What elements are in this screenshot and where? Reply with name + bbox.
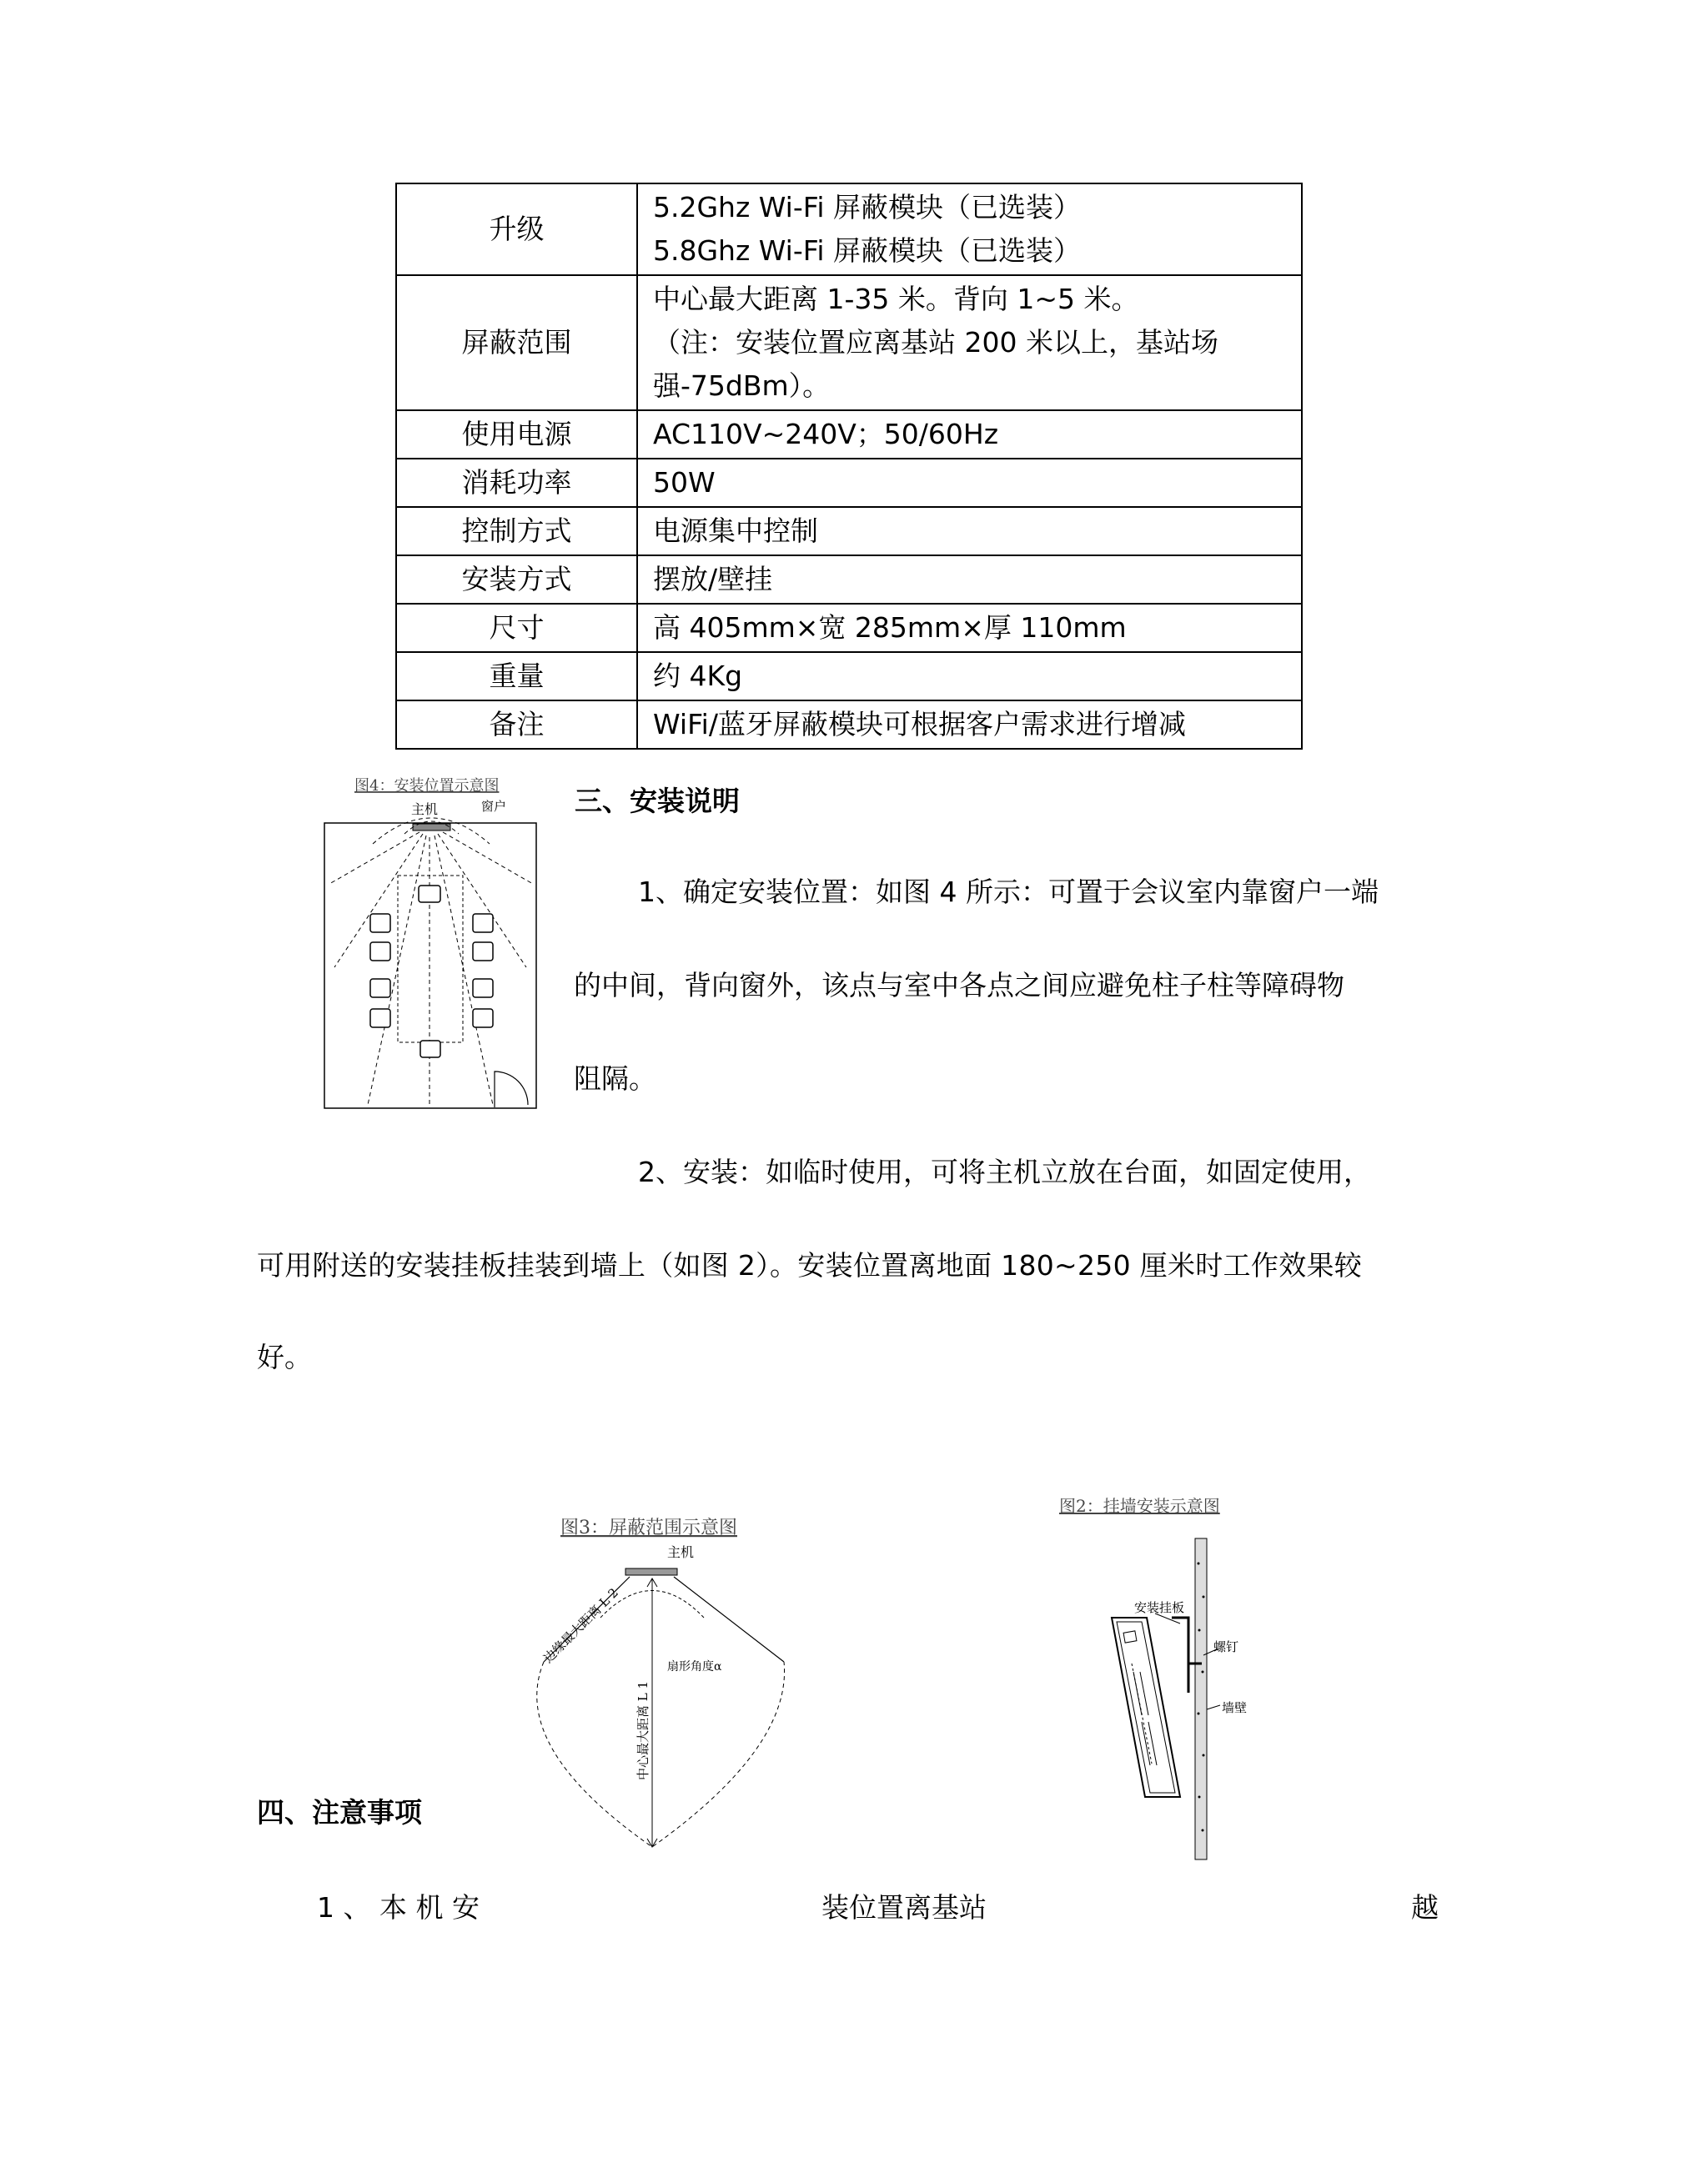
spec-value	[637, 652, 1302, 700]
section3-heading: 三、安装说明	[575, 785, 740, 817]
spec-value	[637, 183, 1302, 275]
spec-row	[396, 275, 1302, 410]
spec-label: 重量	[396, 652, 637, 700]
figure-shield-range	[509, 1513, 805, 1855]
spec-value-line: WiFi/蓝牙屏蔽模块可根据客户需求进行增减	[653, 708, 1186, 740]
fig4-window-label: 窗户	[481, 799, 507, 814]
section3-p2-line2: 可用附送的安装挂板挂装到墙上（如图 2）。安装位置离地面 180~250 厘米时工作效果较	[257, 1249, 1363, 1282]
section4-line1-part3: 越	[1411, 1891, 1439, 1924]
section4-heading: 四、注意事项	[257, 1796, 422, 1829]
fig3-caption: 图3：屏蔽范围示意图	[560, 1518, 737, 1538]
section3-p2-line3: 好。	[257, 1341, 312, 1373]
fig3-edge-label: 边缘最大距离 L 2	[540, 1584, 622, 1666]
fig4-host-label: 主机	[411, 801, 439, 817]
fig2-wall-label: 墙壁	[1222, 1700, 1248, 1715]
spec-value-line: 50W	[653, 466, 716, 499]
section3-p1-line2: 的中间，背向窗外，该点与室中各点之间应避免柱子柱等障碍物	[574, 969, 1344, 1001]
section4-line1-part2: 装位置离基站	[821, 1891, 987, 1924]
spec-value	[637, 459, 1302, 507]
spec-value	[637, 555, 1302, 604]
spec-value	[637, 604, 1302, 652]
figure-install-position	[321, 775, 542, 1113]
spec-label: 升级	[396, 183, 637, 275]
spec-label: 使用电源	[396, 410, 637, 459]
spec-value-line: 电源集中控制	[653, 514, 818, 547]
fig2-plate-label: 安装挂板	[1134, 1600, 1185, 1615]
spec-value-line: AC110V~240V；50/60Hz	[653, 418, 999, 450]
spec-value	[637, 507, 1302, 555]
section3-p1-line3: 阻隔。	[574, 1062, 656, 1095]
spec-value-line: 约 4Kg	[653, 660, 743, 692]
spec-row	[396, 604, 1302, 652]
spec-row	[396, 459, 1302, 507]
section3-p1-line1: 1、确定安装位置：如图 4 所示：可置于会议室内靠窗户一端	[638, 876, 1379, 908]
spec-label: 尺寸	[396, 604, 637, 652]
spec-label: 备注	[396, 700, 637, 749]
spec-row	[396, 700, 1302, 749]
fig2-caption: 图2：挂墙安装示意图	[1059, 1497, 1220, 1516]
spec-value-line: 高 405mm×宽 285mm×厚 110mm	[653, 611, 1127, 644]
section3-p2-line1: 2、安装：如临时使用，可将主机立放在台面，如固定使用，	[638, 1156, 1371, 1188]
spec-value-line: 摆放/壁挂	[653, 563, 773, 595]
spec-row	[396, 507, 1302, 555]
spec-value	[637, 700, 1302, 749]
fig4-caption: 图4：安装位置示意图	[354, 777, 500, 795]
spec-row	[396, 183, 1302, 275]
spec-row	[396, 652, 1302, 700]
spec-label: 安装方式	[396, 555, 637, 604]
spec-row	[396, 555, 1302, 604]
spec-row	[396, 410, 1302, 459]
spec-label: 屏蔽范围	[396, 275, 637, 410]
fig3-center-label: 中心最大距离 L 1	[635, 1680, 651, 1780]
spec-value-line: 中心最大距离 1-35 米。背向 1~5 米。	[653, 283, 1139, 315]
spec-value	[637, 275, 1302, 410]
fig3-host-label: 主机	[667, 1544, 695, 1560]
spec-table	[395, 183, 1303, 750]
spec-label: 控制方式	[396, 507, 637, 555]
fig3-angle-label: 扇形角度α	[667, 1660, 722, 1674]
spec-value-line: 强-75dBm）。	[653, 369, 831, 402]
spec-label: 消耗功率	[396, 459, 637, 507]
fig2-screw-label: 螺钉	[1213, 1639, 1239, 1654]
spec-value-line: 5.2Ghz Wi-Fi 屏蔽模块（已选装）	[653, 191, 1081, 223]
figure-wall-mount	[1055, 1497, 1255, 1864]
spec-value-line: （注：安装位置应离基站 200 米以上，基站场	[653, 326, 1218, 359]
spec-value-line: 5.8Ghz Wi-Fi 屏蔽模块（已选装）	[653, 234, 1081, 267]
spec-value	[637, 410, 1302, 459]
section4-line1-part1: 1 、 本 机 安	[317, 1891, 480, 1924]
